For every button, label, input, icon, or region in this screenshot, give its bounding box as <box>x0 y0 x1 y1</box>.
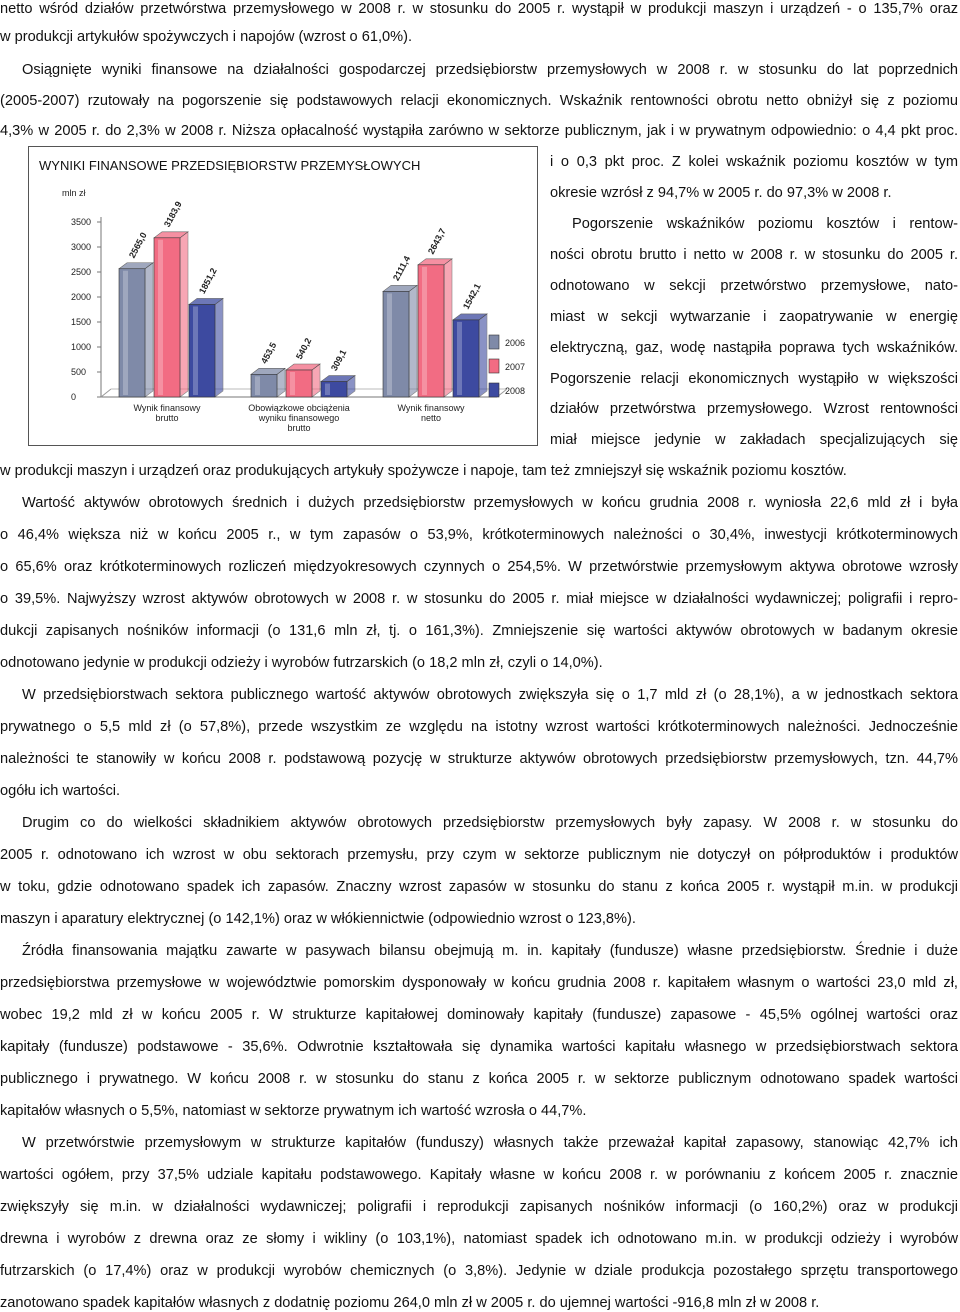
bar-highlight <box>387 293 392 395</box>
floor-edge-left <box>101 389 111 397</box>
category-label: Obowiązkowe obciążenia <box>248 403 350 413</box>
data-label: 540,2 <box>293 336 314 361</box>
bar-2007 <box>286 370 312 397</box>
text-line: w toku, gdzie odnotowano spadek ich zapasów. Znaczny wzrost zapasów w stosunku do stanu z końca 2005 r. wystąpił m.in. w produkcji <box>0 879 958 895</box>
category-label: netto <box>420 413 442 423</box>
text-line: drewna i wyrobów z drewna oraz ze słomy i wikliny (o 103,1%), natomiast spadek ich odnotowano m.in. w produkcji odzieży i wyrobów <box>0 1231 958 1247</box>
category-label: brutto <box>155 413 179 423</box>
text-line: elektryczną, gaz, wodę nastąpiła poprawa tych wskaźników. <box>550 340 958 356</box>
text-line: kapitałów własnych o 5,5%, natomiast w sektorze prywatnym ich wartość wzrosła o 44,7%. <box>0 1103 587 1119</box>
bar-side-2008 <box>479 314 487 397</box>
bar-2008 <box>321 382 347 397</box>
text-line: przedsiębiorstwa przemysłowe w województwie pomorskim dysponowały w końcu grudnia 2008 r. kapitałem własnym o wartości 23,0 mld zł, <box>0 975 958 991</box>
text-line: futrzarskich (o 17,4%) oraz w produkcji wyrobów chemicznych (o 3,8%). Jedynie w dziale produkcja pozostałego sprzętu transportowego <box>0 1263 958 1279</box>
bar-2008 <box>189 304 215 397</box>
y-tick-label: 500 <box>71 367 87 377</box>
text-line: Osiągnięte wyniki finansowe na działalności gospodarczej przedsiębiorstw przemysłowych w 2008 r. w stosunku do lat poprzednich <box>22 62 958 78</box>
y-axis-unit-label: mln zł <box>62 188 86 198</box>
text-line: okresie wzrósł z 94,7% w 2005 r. do 97,3% w 2008 r. <box>550 185 892 201</box>
bar-2007 <box>154 238 180 397</box>
chart-canvas <box>29 147 537 445</box>
text-line: działów przetwórstwa przemysłowego. Wzrost rentowności <box>550 401 958 417</box>
chart-marks <box>71 200 525 433</box>
category-label: wyniku finansowego <box>258 413 340 423</box>
bar-2006 <box>383 291 409 397</box>
bar-highlight <box>158 240 163 395</box>
text-line: o 46,4% większa niż w końcu 2005 r., w tym zapasów o 53,9%, krótkoterminowych należności o 30,4%, inwestycji krótkoterminowych <box>0 527 958 543</box>
bar-highlight <box>457 322 462 395</box>
text-line: ogółu ich wartości. <box>0 783 121 799</box>
text-line: ności obrotu brutto i netto w 2008 r. w stosunku do 2005 r. <box>550 247 958 263</box>
text-line: dukcji zapisanych nośników informacji (o 131,6 mln zł, tj. o 161,3%). Zmniejszenie się wartości aktywów obrotowych w badanym okresie <box>0 623 958 639</box>
data-label: 1851,2 <box>196 266 219 296</box>
text-line: o 65,6% oraz krótkoterminowych rozliczeń międzyokresowych czynnych o 254,5%. W przetwórstwie przemysłowym aktywa obrotowe wzrosły <box>0 559 958 575</box>
text-line: w produkcji maszyn i urządzeń oraz produkujących artykuły spożywcze i napoje, tam też zmniejszył się wskaźnik poziomu kosztów. <box>0 463 847 479</box>
data-label: 2565,0 <box>126 230 149 260</box>
bar-side-2007 <box>180 232 188 397</box>
text-line: (2005-2007) rzutowały na pogorszenie się podstawowych relacji ekonomicznych. Wskaźnik rentowności obrotu netto obniżył się z poziomu <box>0 93 958 109</box>
text-line: Wartość aktywów obrotowych średnich i dużych przedsiębiorstw przemysłowych w końcu grudnia 2008 r. wyniosła 22,6 mld zł i była <box>22 495 958 511</box>
bar-highlight <box>123 271 128 395</box>
data-label: 3183,9 <box>161 199 184 229</box>
text-line: Źródła finansowania majątku zawarte w pasywach bilansu obejmują m. in. kapitały (fundusze) własne przedsiębiorstw. Średnie i duże <box>22 943 958 959</box>
bar-highlight <box>325 384 330 395</box>
text-line: zwiększyły się m.in. w działalności wydawniczej; poligrafii i reprodukcji zapisanych nośników informacji (o 160,2%) oraz w produkcji <box>0 1199 958 1215</box>
y-tick-label: 3000 <box>71 242 92 252</box>
text-line: miast w sekcji wytwarzanie i zaopatrywanie w energię <box>550 309 958 325</box>
text-line: odnotowano w sekcji przetwórstwo przemysłowe, nato- <box>550 278 958 294</box>
text-line: odnotowano jedynie w produkcji odzieży i wyrobów futrzarskich (o 18,2 mln zł, czyli o 14,0%). <box>0 655 603 671</box>
y-tick-label: 1000 <box>71 342 92 352</box>
legend-label: 2006 <box>505 338 526 348</box>
bar-side-2007 <box>444 259 452 397</box>
text-line: maszyn i aparatury elektrycznej (o 142,1%) oraz w włókiennictwie (odpowiednio wzrost o 123,8%). <box>0 911 636 927</box>
text-line: Drugim co do wielkości składnikiem aktywów obrotowych przedsiębiorstw przemysłowych były zapasy. W 2008 r. w stosunku do <box>22 815 958 831</box>
text-line: 4,3% w 2005 r. do 2,3% w 2008 r. Niższa opłacalność wystąpiła zarówno w sektorze publicznym, jak i w prywatnym odpowiednio: o 4,4 pkt proc. <box>0 123 958 139</box>
category-label: Wynik finansowy <box>133 403 201 413</box>
text-line: W przetwórstwie przemysłowym w strukturze kapitałów (funduszy) własnych także przeważał kapitał zapasowy, stanowiąc 42,7% ich <box>22 1135 958 1151</box>
bar-2006 <box>119 269 145 397</box>
category-label: brutto <box>287 423 311 433</box>
bar-highlight <box>422 267 427 395</box>
bar-2006 <box>251 374 277 397</box>
text-line: o 39,5%. Najwyższy wzrost aktywów obrotowych w 2008 r. w stosunku do 2005 r. miał miejsce w działalności wydawniczej; poligrafii i repro- <box>0 591 958 607</box>
chart-title: WYNIKI FINANSOWE PRZEDSIĘBIORSTW PRZEMYSŁOWYCH <box>39 158 421 173</box>
text-line: miał miejsce jedynie w zakładach specjalizujących się <box>550 432 958 448</box>
data-label: 453,5 <box>258 340 279 366</box>
financial-results-chart <box>28 146 538 446</box>
data-label: 2643,7 <box>425 226 448 256</box>
legend-swatch-2008 <box>489 383 499 397</box>
text-line: netto wśród działów przetwórstwa przemysłowego w 2008 r. w stosunku do 2005 r. wystąpił w produkcji maszyn i urządzeń - o 135,7% oraz <box>0 1 958 17</box>
legend-swatch-2007 <box>489 359 499 373</box>
bar-2007 <box>418 265 444 397</box>
text-line: Pogorszenie relacji ekonomicznych wystąpiło w większości <box>550 371 958 387</box>
legend-label: 2008 <box>505 386 526 396</box>
y-tick-label: 3500 <box>71 217 92 227</box>
text-line: Pogorszenie wskaźników poziomu kosztów i rentow- <box>572 216 958 232</box>
data-label: 309,1 <box>328 347 349 373</box>
text-line: i o 0,3 pkt proc. Z kolei wskaźnik poziomu kosztów w tym <box>550 154 958 170</box>
bar-2008 <box>453 320 479 397</box>
bar-side-2006 <box>409 285 417 397</box>
category-label: Wynik finansowy <box>397 403 465 413</box>
bar-highlight <box>255 376 260 395</box>
bar-side-2006 <box>145 263 153 397</box>
legend-swatch-2006 <box>489 335 499 349</box>
text-line: 2005 r. odnotowano ich wzrost w obu sektorach przemysłu, przy czym w sektorze publicznym nie dotyczył on półproduktów i produktów <box>0 847 958 863</box>
data-label: 2111,4 <box>390 254 413 283</box>
y-tick-label: 1500 <box>71 317 92 327</box>
bar-highlight <box>193 306 198 395</box>
bar-side-2008 <box>215 298 223 397</box>
text-line: W przedsiębiorstwach sektora publicznego wartość aktywów obrotowych zwiększyła się o 1,7 mld zł (o 28,1%), a w jednostkach sektora <box>22 687 958 703</box>
y-tick-label: 2000 <box>71 292 92 302</box>
y-tick-label: 2500 <box>71 267 92 277</box>
text-line: publicznego i prywatnego. W końcu 2008 r. w stosunku do stanu z końca 2005 r. w sektorze publicznym odnotowano spadek wartości <box>0 1071 958 1087</box>
text-line: wartości ogółem, przy 37,5% udziale kapitału podstawowego. Kapitały własne w końcu 2008 r. w porównaniu z końcem 2005 r. znacznie <box>0 1167 958 1183</box>
y-tick-label: 0 <box>71 392 77 402</box>
bar-highlight <box>290 372 295 395</box>
text-line: wobec 19,2 mld zł w końcu 2005 r. W strukturze kapitałowej dominowały kapitały (fundusze) zapasowe - 45,5% ogólnej wartości oraz <box>0 1007 958 1023</box>
text-line: prywatnego o 5,5 mld zł (o 57,8%), przede wszystkim ze względu na istotny wzrost wartości krótkoterminowych należności. Jednocześnie <box>0 719 958 735</box>
text-line: kapitały (fundusze) podstawowe - 35,6%. Odwrotnie kształtowała się dynamika wartości kapitału własnego w przedsiębiorstwach sektora <box>0 1039 958 1055</box>
text-line: w produkcji artykułów spożywczych i napojów (wzrost o 61,0%). <box>0 29 413 45</box>
text-line: należności te stanowiły w końcu 2008 r. podstawową pozycję w strukturze aktywów obrotowych przedsiębiorstw przemysłowych, tzn. 44,7% <box>0 751 958 767</box>
text-line: zanotowano spadek kapitałów własnych z dodatnię poziomu 264,0 mln zł w 2005 r. do ujemnej wartości -916,8 mln zł w 2008 r. <box>0 1295 820 1311</box>
legend-label: 2007 <box>505 362 526 372</box>
data-label: 1542,1 <box>460 281 483 311</box>
